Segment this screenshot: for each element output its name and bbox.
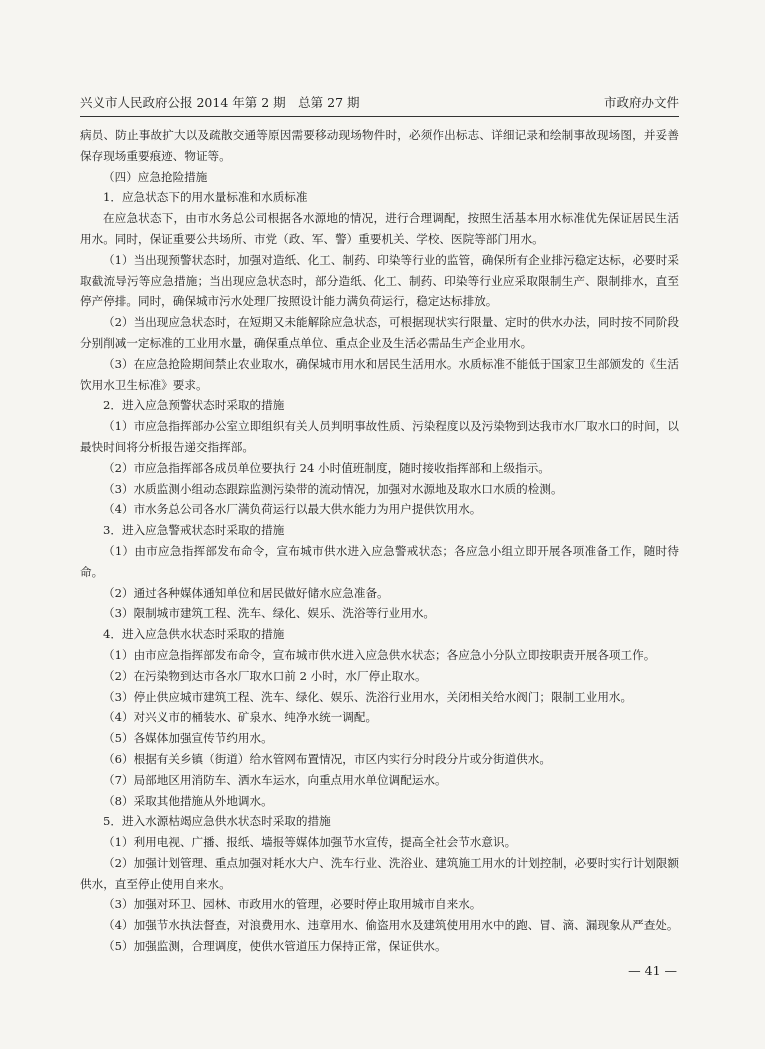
paragraph: 病员、防止事故扩大以及疏散交通等原因需要移动现场物件时，必须作出标志、详细记录和绘制事故现场图，并妥善保存现场重要痕迹、物证等。 xyxy=(80,128,679,163)
paragraph: （1）利用电视、广播、报纸、墙报等媒体加强节水宣传，提高全社会节水意识。 xyxy=(103,835,517,850)
paragraph: （2）通过各种媒体通知单位和居民做好储水应急准备。 xyxy=(103,585,389,600)
header-section: 市政府办文件 xyxy=(603,95,679,110)
paragraph: （3）加强对环卫、园林、市政用水的管理，必要时停止取用城市自来水。 xyxy=(103,897,482,912)
paragraph: （5）加强监测，合理调度，使供水管道压力保持正常，保证供水。 xyxy=(103,939,447,954)
paragraph: （7）局部地区用消防车、洒水车运水，向重点用水单位调配运水。 xyxy=(103,772,447,787)
paragraph: （3）限制城市建筑工程、洗车、绿化、娱乐、洗浴等行业用水。 xyxy=(103,606,436,621)
paragraph: （2）市应急指挥部各成员单位要执行 24 小时值班制度，随时接收指挥部和上级指示。 xyxy=(103,460,550,475)
paragraph: 1．应急状态下的用水量标准和水质标准 xyxy=(103,190,308,205)
header-rule xyxy=(80,116,679,117)
paragraph: （8）采取其他措施从外地调水。 xyxy=(103,793,273,808)
paragraph: （2）加强计划管理、重点加强对耗水大户、洗车行业、洗浴业、建筑施工用水的计划控制，必要时实行计划限额供水，直至停止使用自来水。 xyxy=(80,855,679,891)
paragraph: （3）在应急抢险期间禁止农业取水，确保城市用水和居民生活用水。水质标准不能低于国家卫生部颁发的《生活饮用水卫生标准》要求。 xyxy=(80,356,679,392)
paragraph: （2）当出现应急状态时，在短期又未能解除应急状态，可根据现状实行限量、定时的供水办法，同时按不同阶段分别削减一定标准的工业用水量，确保重点单位、重点企业及生活必需品生产企业用水。 xyxy=(80,315,679,350)
header-publication: 兴义市人民政府公报 2014 年第 2 期 总第 27 期 xyxy=(80,95,360,110)
paragraph: （四）应急抢险措施 xyxy=(103,169,208,184)
paragraph: （1）当出现预警状态时，加强对造纸、化工、制药、印染等行业的监管，确保所有企业排污稳定达标，必要时采取截流导污等应急措施；当出现应急状态时，部分造纸、化工、制药、印染等行业应采取限制生产、限制排水，直至停产停排。同时，确保城市污水处理厂按照设计能力满负荷运行，稳定达标排放。 xyxy=(80,252,679,309)
paragraph: （6）根据有关乡镇（街道）给水管网布置情况，市区内实行分时段分片或分街道供水。 xyxy=(103,751,551,766)
paragraph: 5．进入水源枯竭应急供水状态时采取的措施 xyxy=(103,814,331,829)
paragraph: 4．进入应急供水状态时采取的措施 xyxy=(103,627,285,642)
paragraph: 在应急状态下，由市水务总公司根据各水源地的情况，进行合理调配，按照生活基本用水标准优先保证居民生活用水。同时，保证重要公共场所、市党（政、军、警）重要机关、学校、医院等部门用水。 xyxy=(80,211,679,246)
paragraph: （2）在污染物到达市各水厂取水口前 2 小时，水厂停止取水。 xyxy=(103,668,427,683)
paragraph: （1）由市应急指挥部发布命令，宣布城市供水进入应急警戒状态；各应急小组立即开展各项准备工作，随时待命。 xyxy=(80,543,679,579)
paragraph: （3）停止供应城市建筑工程、洗车、绿化、娱乐、洗浴行业用水，关闭相关给水阀门；限制工业用水。 xyxy=(103,689,633,704)
page-header xyxy=(80,95,679,111)
paragraph: 2．进入应急预警状态时采取的措施 xyxy=(103,398,285,413)
paragraph: （3）水质监测小组动态跟踪监测污染带的流动情况，加强对水源地及取水口水质的检测。 xyxy=(103,481,563,496)
paragraph: （4）对兴义市的桶装水、矿泉水、纯净水统一调配。 xyxy=(103,710,378,725)
paragraph: 3．进入应急警戒状态时采取的措施 xyxy=(103,523,285,538)
paragraph: （5）各媒体加强宣传节约用水。 xyxy=(103,731,273,746)
paragraph: （1）市应急指挥部办公室立即组织有关人员判明事故性质、污染程度以及污染物到达我市水厂取水口的时间，以最快时间将分析报告递交指挥部。 xyxy=(80,419,679,454)
paragraph: （4）加强节水执法督查，对浪费用水、违章用水、偷盗用水及建筑使用用水中的跑、冒、滴、漏现象从严查处。 xyxy=(103,918,679,933)
body-text xyxy=(80,125,679,957)
paragraph: （4）市水务总公司各水厂满负荷运行以最大供水能力为用户提供饮用水。 xyxy=(103,502,482,517)
paragraph: （1）由市应急指挥部发布命令，宣布城市供水进入应急供水状态；各应急小分队立即按职责开展各项工作。 xyxy=(103,647,656,662)
page-number: — 41 — xyxy=(628,963,677,978)
